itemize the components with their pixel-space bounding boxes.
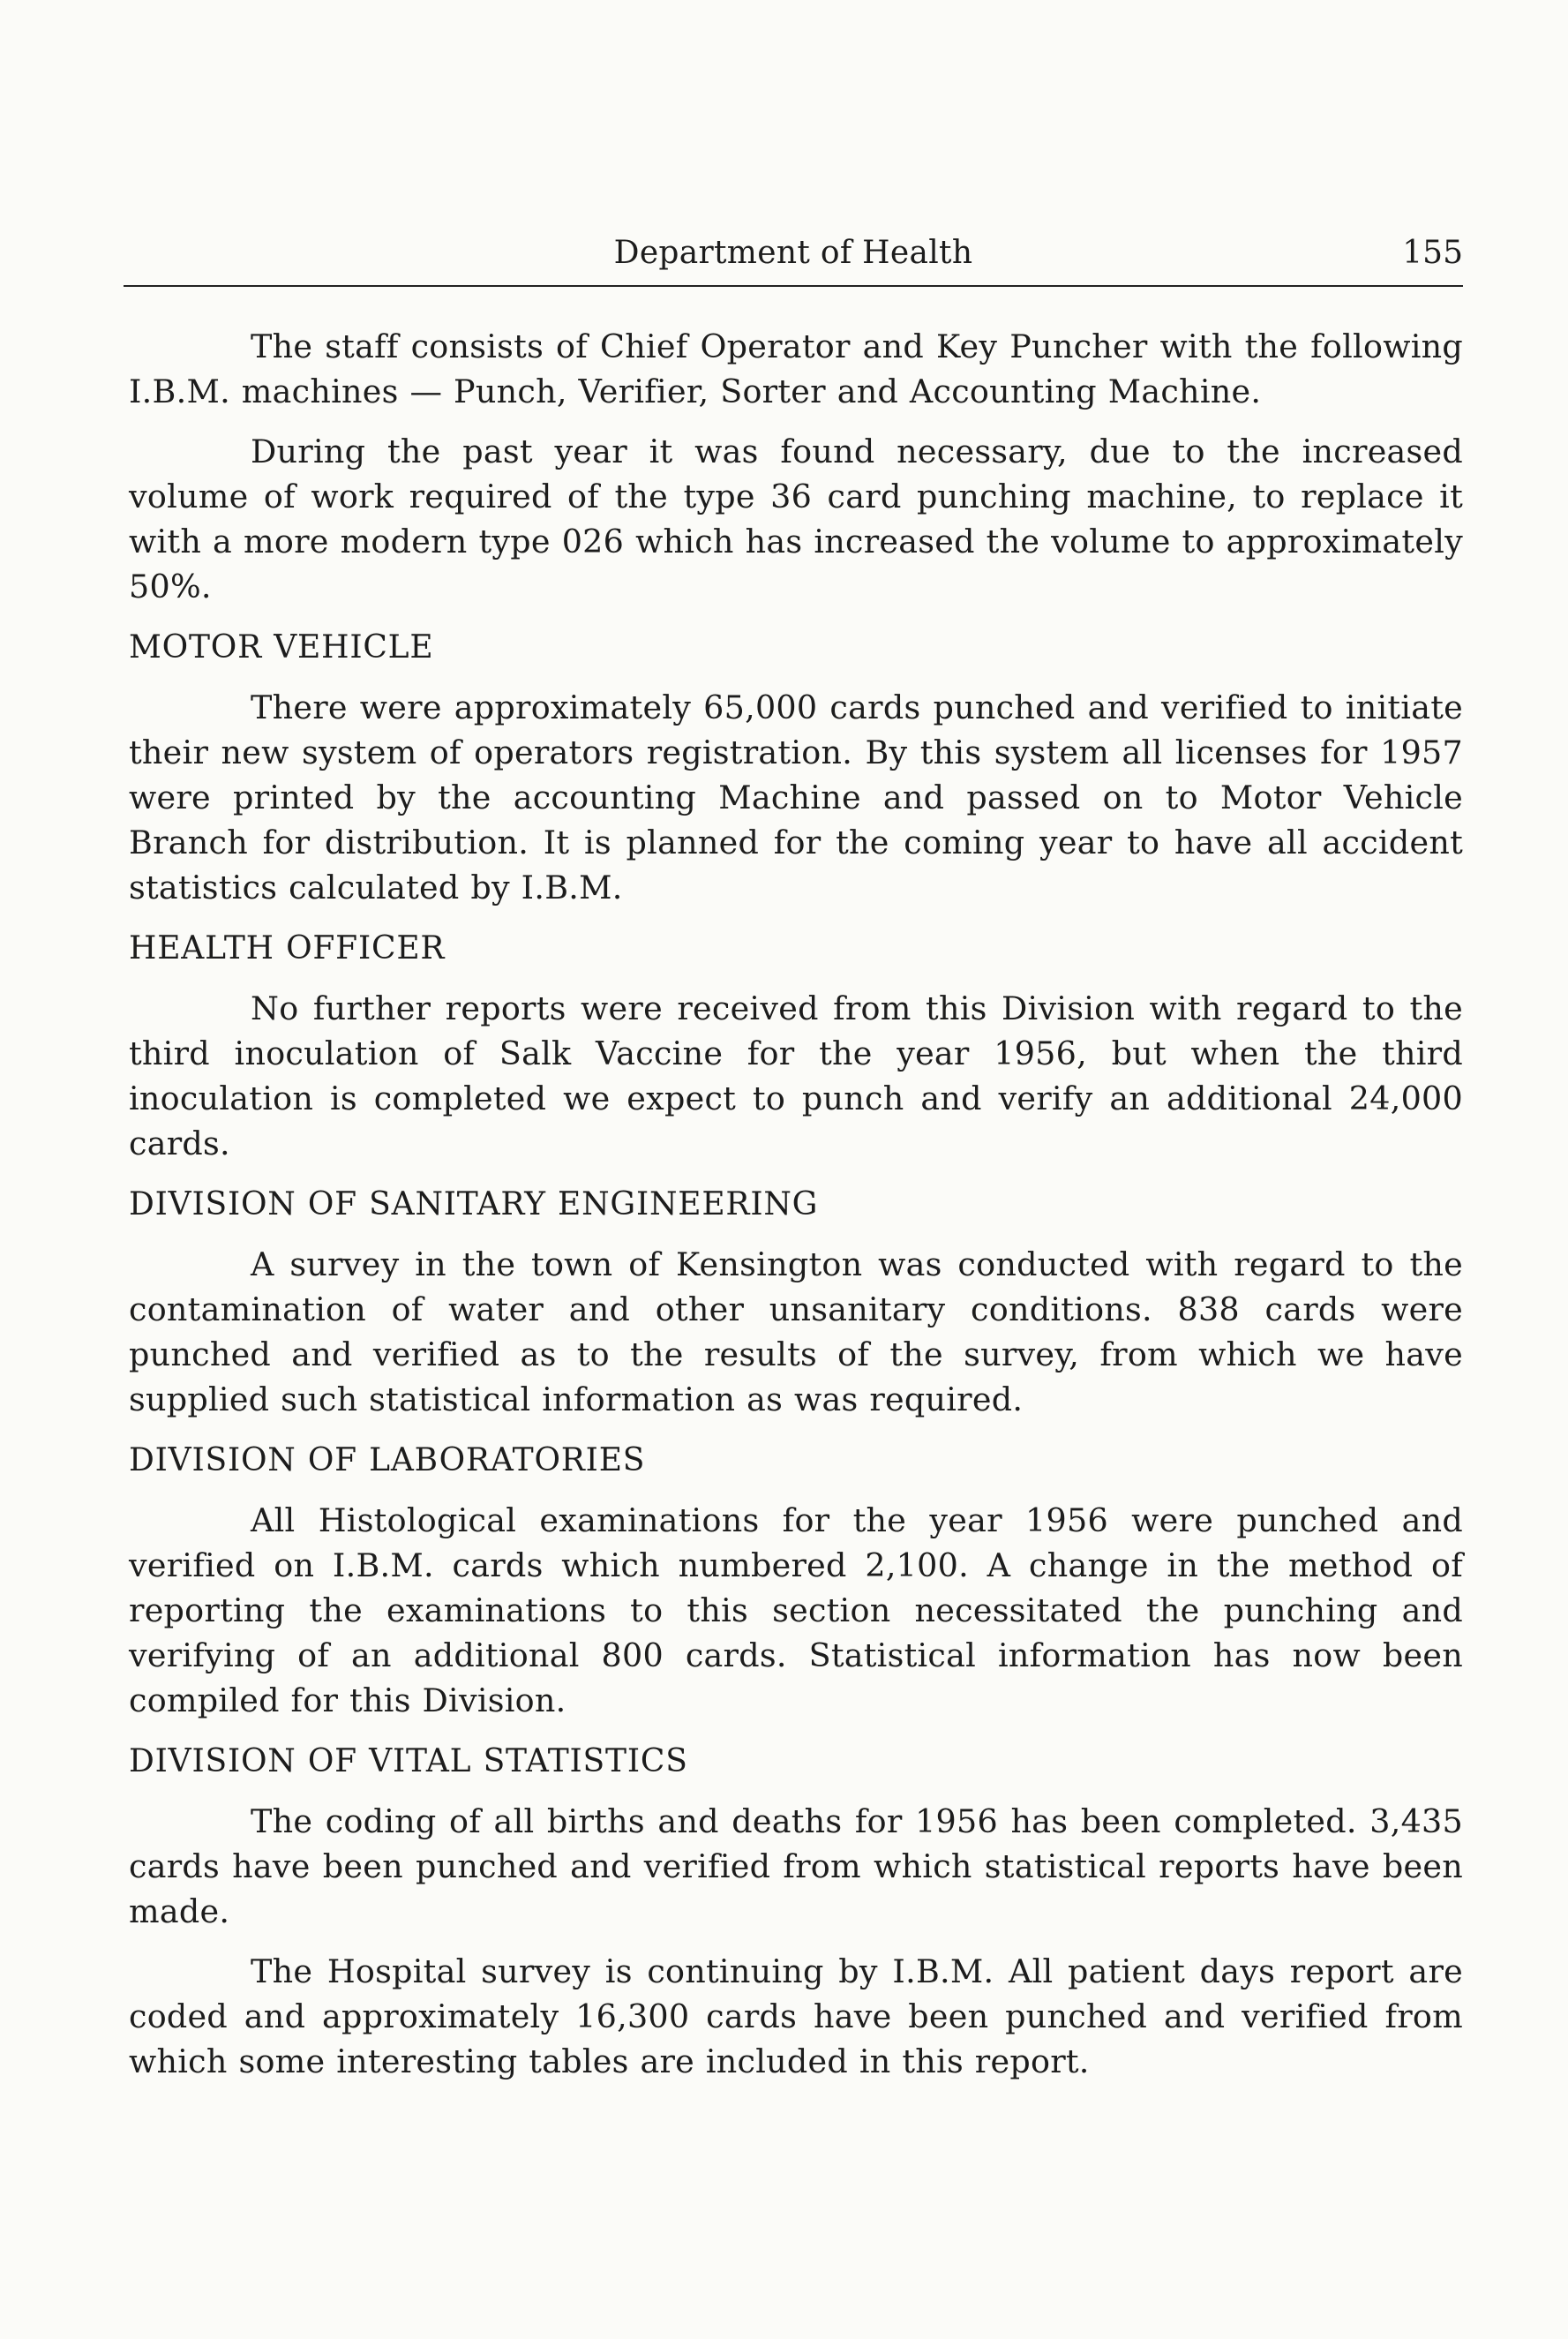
intro-paragraph-1: The staff consists of Chief Operator and Key Puncher with the following I.B.M. machines — Punch, Verifier, Sorter and Accounting Machine. bbox=[129, 327, 1463, 410]
section-paragraph: All Histological examinations for the year 1956 were punched and verified on I.B.M. cards which numbered 2,100. A change in the method of reporting the examinations to this section necessitated the punching and verifying of an additional 800 cards. Statistical information has now been compiled for this Division. bbox=[129, 1501, 1463, 1719]
section-paragraph: No further reports were received from this Division with regard to the third inoculation of Salk Vaccine for the year 1956, but when the third inoculation is completed we expect to punch and verify an additional 24,000 cards. bbox=[129, 989, 1463, 1162]
section-sanitary-engineering bbox=[129, 1182, 1463, 1422]
header-rule bbox=[124, 285, 1463, 287]
page-number: 155 bbox=[1402, 235, 1463, 271]
section-heading: DIVISION OF LABORATORIES bbox=[129, 1442, 646, 1478]
section-heading: MOTOR VEHICLE bbox=[129, 629, 434, 666]
section-paragraph: A survey in the town of Kensington was conducted with regard to the contamination of water and other unsanitary conditions. 838 cards were punched and verified as to the results of the survey, from which we have supplied such statistical information as was required. bbox=[129, 1245, 1463, 1418]
running-title: Department of Health bbox=[613, 235, 973, 271]
section-motor-vehicle bbox=[129, 625, 1463, 910]
page-body bbox=[129, 324, 1463, 2084]
section-heading: DIVISION OF SANITARY ENGINEERING bbox=[129, 1186, 819, 1222]
section-health-officer bbox=[129, 926, 1463, 1166]
section-heading: DIVISION OF VITAL STATISTICS bbox=[129, 1743, 688, 1779]
section-laboratories bbox=[129, 1438, 1463, 1723]
section-heading: HEALTH OFFICER bbox=[129, 930, 446, 966]
section-paragraph: The Hospital survey is continuing by I.B.M. All patient days report are coded and approximately 16,300 cards have been punched and verified from which some interesting tables are included in this report. bbox=[129, 1952, 1463, 2080]
section-vital-statistics bbox=[129, 1739, 1463, 2084]
intro-paragraph-2: During the past year it was found necessary, due to the increased volume of work required of the type 36 card punching machine, to replace it with a more modern type 026 which has increased the volume to approximately 50%. bbox=[129, 432, 1463, 605]
section-paragraph: There were approximately 65,000 cards punched and verified to initiate their new system of operators registration. By this system all licenses for 1957 were printed by the accounting Machine and passed on to Motor Vehicle Branch for distribution. It is planned for the coming year to have all accident statistics calculated by I.B.M. bbox=[129, 688, 1463, 906]
running-header bbox=[124, 231, 1463, 275]
section-paragraph: The coding of all births and deaths for 1956 has been completed. 3,435 cards have been punched and verified from which statistical reports have been made. bbox=[129, 1802, 1463, 1930]
